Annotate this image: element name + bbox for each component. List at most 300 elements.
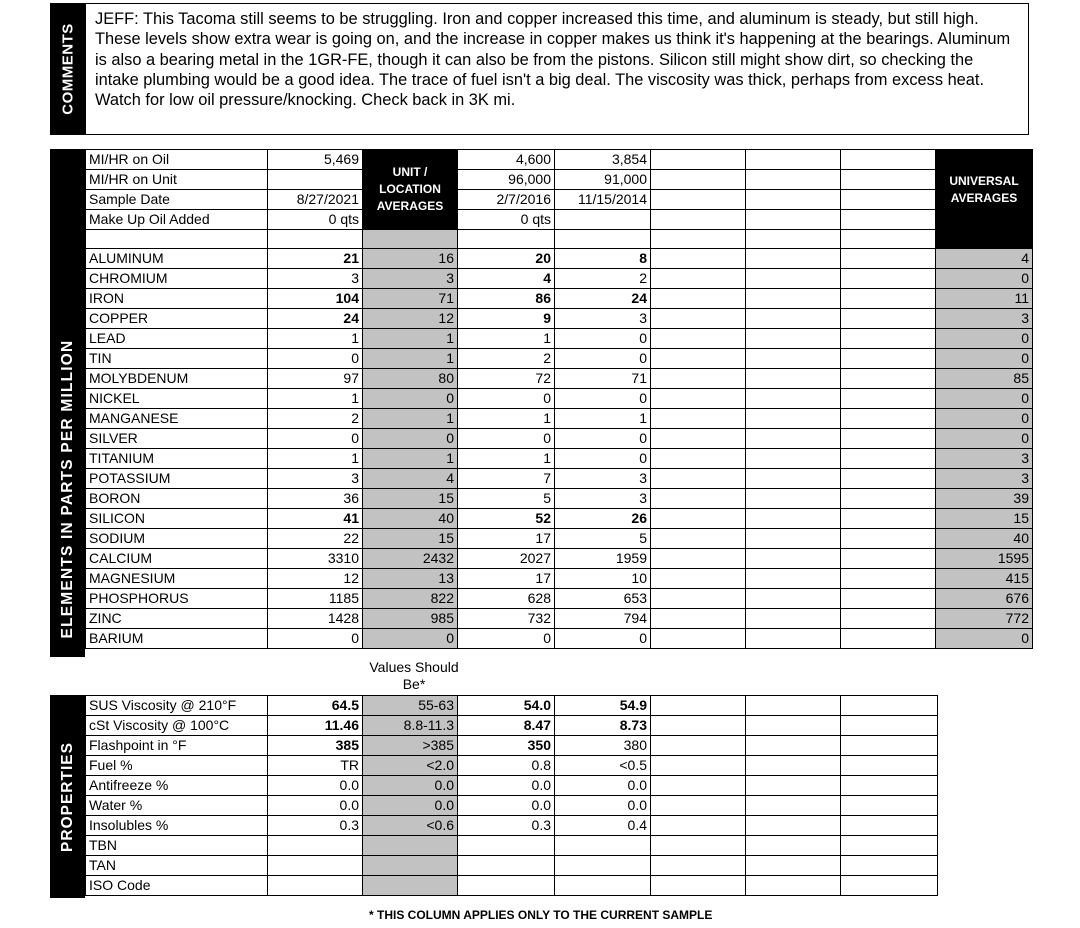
- property-row: [86, 876, 938, 896]
- empty-cell: [86, 230, 268, 249]
- element-name: NICKEL: [86, 389, 268, 409]
- unit-average-value: 12: [363, 309, 458, 329]
- empty-cell: [746, 409, 841, 429]
- unit-average-value: 1: [363, 449, 458, 469]
- empty-cell: [651, 569, 746, 589]
- current-value: 3310: [268, 549, 363, 569]
- unit-location-averages-header: UNIT / LOCATION AVERAGES: [363, 150, 458, 230]
- empty-cell: [746, 309, 841, 329]
- empty-cell: [841, 696, 938, 716]
- empty-cell: [746, 736, 841, 756]
- empty-cell: [651, 549, 746, 569]
- current-value: [268, 856, 363, 876]
- sample-2-value: 7: [458, 469, 555, 489]
- element-row: [86, 369, 1033, 389]
- empty-cell: [651, 190, 746, 210]
- universal-average-value: 0: [936, 429, 1033, 449]
- current-value: [268, 170, 363, 190]
- sample-3-value: 653: [555, 589, 651, 609]
- empty-cell: [651, 349, 746, 369]
- sample-2-value: 4: [458, 269, 555, 289]
- empty-cell: [651, 429, 746, 449]
- universal-average-value: 772: [936, 609, 1033, 629]
- current-value: 24: [268, 309, 363, 329]
- empty-cell: [746, 569, 841, 589]
- property-name: Antifreeze %: [86, 776, 268, 796]
- sample-2-value: 1: [458, 409, 555, 429]
- sample-2-value: 17: [458, 529, 555, 549]
- current-value: [268, 836, 363, 856]
- property-row: [86, 756, 938, 776]
- empty-cell: [841, 836, 938, 856]
- sample-2-value: 0 qts: [458, 210, 555, 230]
- sample-2-value: 9: [458, 309, 555, 329]
- empty-cell: [651, 389, 746, 409]
- sample-2-value: 0.8: [458, 756, 555, 776]
- current-value: 8/27/2021: [268, 190, 363, 210]
- empty-cell: [841, 329, 936, 349]
- current-value: 1: [268, 389, 363, 409]
- unit-average-value: 15: [363, 529, 458, 549]
- sample-2-value: 0.0: [458, 776, 555, 796]
- sample-2-value: 17: [458, 569, 555, 589]
- empty-cell: [651, 529, 746, 549]
- current-value: 21: [268, 249, 363, 269]
- current-value: [268, 876, 363, 896]
- current-value: 385: [268, 736, 363, 756]
- unit-average-value: 985: [363, 609, 458, 629]
- current-value: 12: [268, 569, 363, 589]
- property-row: [86, 836, 938, 856]
- element-name: MANGANESE: [86, 409, 268, 429]
- empty-cell: [746, 190, 841, 210]
- sample-3-value: 1: [555, 409, 651, 429]
- element-name: MAGNESIUM: [86, 569, 268, 589]
- universal-average-value: 0: [936, 329, 1033, 349]
- sample-3-value: [555, 856, 651, 876]
- empty-cell: [651, 369, 746, 389]
- elements-sidebar: [50, 149, 85, 657]
- info-row: [86, 170, 1033, 190]
- info-label: MI/HR on Unit: [86, 170, 268, 190]
- empty-cell: [841, 349, 936, 369]
- sample-3-value: 3: [555, 469, 651, 489]
- sample-3-value: 10: [555, 569, 651, 589]
- sample-2-value: 5: [458, 489, 555, 509]
- empty-cell: [651, 589, 746, 609]
- element-name: ZINC: [86, 609, 268, 629]
- empty-cell: [841, 429, 936, 449]
- empty-cell: [841, 736, 938, 756]
- sample-3-value: 0: [555, 629, 651, 649]
- property-name: ISO Code: [86, 876, 268, 896]
- element-row: [86, 549, 1033, 569]
- current-value: 0: [268, 429, 363, 449]
- empty-cell: [841, 210, 936, 230]
- sample-3-value: 3: [555, 489, 651, 509]
- sample-2-value: 86: [458, 289, 555, 309]
- empty-cell: [746, 170, 841, 190]
- universal-average-value: 39: [936, 489, 1033, 509]
- unit-average-value: 1: [363, 349, 458, 369]
- sample-3-value: 2: [555, 269, 651, 289]
- sample-3-value: 24: [555, 289, 651, 309]
- empty-cell: [651, 696, 746, 716]
- sample-2-value: 2/7/2016: [458, 190, 555, 210]
- empty-cell: [746, 150, 841, 170]
- elements-label: ELEMENTS IN PARTS PER MILLION: [58, 339, 76, 639]
- current-value: 3: [268, 269, 363, 289]
- empty-cell: [841, 529, 936, 549]
- empty-cell: [841, 170, 936, 190]
- sample-3-value: [555, 876, 651, 896]
- element-row: [86, 269, 1033, 289]
- unit-average-value: 16: [363, 249, 458, 269]
- current-value: 0: [268, 629, 363, 649]
- property-name: Water %: [86, 796, 268, 816]
- current-value: 104: [268, 289, 363, 309]
- current-value: 0: [268, 349, 363, 369]
- element-row: [86, 349, 1033, 369]
- info-row: [86, 190, 1033, 210]
- property-row: [86, 776, 938, 796]
- property-name: TAN: [86, 856, 268, 876]
- sample-3-value: 8: [555, 249, 651, 269]
- unit-average-value: 1: [363, 329, 458, 349]
- sample-2-value: [458, 856, 555, 876]
- sample-3-value: 5: [555, 529, 651, 549]
- sample-2-value: [458, 836, 555, 856]
- sample-2-value: 1: [458, 449, 555, 469]
- element-row: [86, 329, 1033, 349]
- empty-cell: [651, 836, 746, 856]
- comments-label: COMMENTS: [59, 23, 76, 115]
- sample-2-value: 0.0: [458, 796, 555, 816]
- property-name: Flashpoint in °F: [86, 736, 268, 756]
- values-should-be-label: Values Should Be*: [369, 659, 459, 692]
- unit-average-value: 0: [363, 429, 458, 449]
- element-name: SILICON: [86, 509, 268, 529]
- empty-cell: [746, 549, 841, 569]
- universal-average-value: 4: [936, 249, 1033, 269]
- empty-cell: [841, 289, 936, 309]
- empty-cell: [746, 609, 841, 629]
- universal-average-value: 11: [936, 289, 1033, 309]
- unit-average-value: 13: [363, 569, 458, 589]
- empty-cell: [746, 856, 841, 876]
- current-value: 2: [268, 409, 363, 429]
- element-name: ALUMINUM: [86, 249, 268, 269]
- unit-average-value: 1: [363, 409, 458, 429]
- element-row: [86, 309, 1033, 329]
- elements-table: [85, 149, 1033, 649]
- empty-cell: [841, 230, 936, 249]
- should-be-value: >385: [363, 736, 458, 756]
- empty-cell: [841, 756, 938, 776]
- empty-cell: [651, 289, 746, 309]
- element-name: TIN: [86, 349, 268, 369]
- should-be-value: 55-63: [363, 696, 458, 716]
- empty-cell: [268, 230, 363, 249]
- empty-cell: [458, 230, 555, 249]
- empty-cell: [746, 756, 841, 776]
- element-name: BORON: [86, 489, 268, 509]
- sample-3-value: 11/15/2014: [555, 190, 651, 210]
- sample-3-value: 0.0: [555, 796, 651, 816]
- sample-3-value: [555, 210, 651, 230]
- sample-2-value: 628: [458, 589, 555, 609]
- empty-cell: [841, 469, 936, 489]
- sample-3-value: 71: [555, 369, 651, 389]
- empty-cell: [841, 150, 936, 170]
- should-be-value: 0.0: [363, 796, 458, 816]
- empty-cell: [651, 449, 746, 469]
- current-value: 22: [268, 529, 363, 549]
- empty-cell: [651, 736, 746, 756]
- element-row: [86, 469, 1033, 489]
- universal-average-value: 1595: [936, 549, 1033, 569]
- universal-average-value: 0: [936, 389, 1033, 409]
- sample-3-value: 0.4: [555, 816, 651, 836]
- should-be-value: <2.0: [363, 756, 458, 776]
- empty-cell: [651, 150, 746, 170]
- sample-3-value: 91,000: [555, 170, 651, 190]
- universal-average-value: 3: [936, 469, 1033, 489]
- sample-2-value: 8.47: [458, 716, 555, 736]
- element-name: BARIUM: [86, 629, 268, 649]
- empty-cell: [651, 756, 746, 776]
- sample-2-value: 0: [458, 629, 555, 649]
- empty-cell: [651, 609, 746, 629]
- sample-2-value: 54.0: [458, 696, 555, 716]
- empty-cell: [746, 369, 841, 389]
- empty-cell: [841, 509, 936, 529]
- sample-2-value: 72: [458, 369, 555, 389]
- property-row: [86, 796, 938, 816]
- empty-cell: [746, 696, 841, 716]
- empty-cell: [841, 856, 938, 876]
- properties-label: PROPERTIES: [58, 741, 76, 852]
- empty-cell: [841, 569, 936, 589]
- element-row: [86, 449, 1033, 469]
- element-name: PHOSPHORUS: [86, 589, 268, 609]
- property-row: [86, 716, 938, 736]
- sample-3-value: 0: [555, 389, 651, 409]
- element-name: SILVER: [86, 429, 268, 449]
- empty-cell: [651, 249, 746, 269]
- universal-average-value: 676: [936, 589, 1033, 609]
- property-name: cSt Viscosity @ 100°C: [86, 716, 268, 736]
- sample-3-value: 3: [555, 309, 651, 329]
- sample-2-value: 0.3: [458, 816, 555, 836]
- empty-cell: [841, 190, 936, 210]
- should-be-value: [363, 856, 458, 876]
- unit-average-value: 40: [363, 509, 458, 529]
- unit-average-value: 0: [363, 389, 458, 409]
- empty-cell: [746, 210, 841, 230]
- sample-3-value: 8.73: [555, 716, 651, 736]
- empty-cell: [841, 369, 936, 389]
- current-value: 1428: [268, 609, 363, 629]
- universal-average-value: 415: [936, 569, 1033, 589]
- current-value: 0.0: [268, 776, 363, 796]
- current-value: 0.0: [268, 796, 363, 816]
- sample-3-value: 54.9: [555, 696, 651, 716]
- sample-3-value: [555, 836, 651, 856]
- sample-2-value: 0: [458, 389, 555, 409]
- empty-cell: [651, 309, 746, 329]
- properties-sidebar: [50, 695, 85, 898]
- should-be-value: <0.6: [363, 816, 458, 836]
- element-row: [86, 629, 1033, 649]
- empty-cell: [746, 716, 841, 736]
- empty-cell: [651, 509, 746, 529]
- empty-cell: [746, 509, 841, 529]
- universal-average-value: 40: [936, 529, 1033, 549]
- sample-3-value: 0.0: [555, 776, 651, 796]
- element-row: [86, 289, 1033, 309]
- empty-cell: [841, 716, 938, 736]
- empty-cell: [841, 249, 936, 269]
- empty-cell: [363, 230, 458, 249]
- current-value: 1: [268, 329, 363, 349]
- unit-average-value: 80: [363, 369, 458, 389]
- empty-cell: [841, 609, 936, 629]
- sample-2-value: 4,600: [458, 150, 555, 170]
- current-value: 1: [268, 449, 363, 469]
- info-row: [86, 210, 1033, 230]
- empty-cell: [746, 836, 841, 856]
- empty-cell: [651, 876, 746, 896]
- empty-cell: [841, 549, 936, 569]
- empty-cell: [841, 876, 938, 896]
- sample-2-value: 2: [458, 349, 555, 369]
- universal-average-value: 85: [936, 369, 1033, 389]
- sample-3-value: 0: [555, 429, 651, 449]
- element-row: [86, 389, 1033, 409]
- current-value: 3: [268, 469, 363, 489]
- empty-cell: [746, 289, 841, 309]
- should-be-value: 0.0: [363, 776, 458, 796]
- sample-2-value: 96,000: [458, 170, 555, 190]
- current-value: 5,469: [268, 150, 363, 170]
- empty-cell: [841, 449, 936, 469]
- property-name: SUS Viscosity @ 210°F: [86, 696, 268, 716]
- property-name: Insolubles %: [86, 816, 268, 836]
- empty-cell: [841, 796, 938, 816]
- empty-cell: [841, 776, 938, 796]
- element-row: [86, 249, 1033, 269]
- empty-cell: [746, 589, 841, 609]
- element-name: COPPER: [86, 309, 268, 329]
- empty-cell: [746, 816, 841, 836]
- element-row: [86, 429, 1033, 449]
- empty-cell: [651, 776, 746, 796]
- current-value: 11.46: [268, 716, 363, 736]
- empty-cell: [651, 469, 746, 489]
- element-row: [86, 529, 1033, 549]
- spacer-row: [86, 230, 1033, 249]
- comments-text: JEFF: This Tacoma still seems to be struggling. Iron and copper increased this time, and aluminum is steady, but still high. These levels show extra wear is going on, and the increase in copper makes us think it's happening at the bearings. Aluminum is also a bearing metal in the 1GR-FE, though it can also be from the pistons. Silicon still might show dirt, so checking the intake plumbing would be a good idea. The trace of fuel isn't a big deal. The viscosity was thick, perhaps from excess heat. Watch for low oil pressure/knocking. Check back in 3K mi.: [85, 3, 1029, 135]
- empty-cell: [746, 449, 841, 469]
- universal-average-value: 3: [936, 449, 1033, 469]
- footer-note: * THIS COLUMN APPLIES ONLY TO THE CURRENT SAMPLE: [369, 908, 713, 922]
- universal-average-value: 0: [936, 269, 1033, 289]
- element-name: SODIUM: [86, 529, 268, 549]
- empty-cell: [746, 429, 841, 449]
- unit-average-value: 3: [363, 269, 458, 289]
- current-value: 0.3: [268, 816, 363, 836]
- sample-3-value: 794: [555, 609, 651, 629]
- sample-2-value: 20: [458, 249, 555, 269]
- universal-average-value: 0: [936, 349, 1033, 369]
- unit-average-value: 822: [363, 589, 458, 609]
- element-row: [86, 509, 1033, 529]
- element-name: IRON: [86, 289, 268, 309]
- comments-sidebar: [50, 3, 85, 135]
- empty-cell: [651, 716, 746, 736]
- current-value: 36: [268, 489, 363, 509]
- info-row: [86, 150, 1033, 170]
- current-value: 41: [268, 509, 363, 529]
- empty-cell: [746, 469, 841, 489]
- sample-3-value: <0.5: [555, 756, 651, 776]
- empty-cell: [841, 816, 938, 836]
- properties-table: [85, 695, 938, 896]
- sample-3-value: 1959: [555, 549, 651, 569]
- property-row: [86, 696, 938, 716]
- universal-averages-header: UNIVERSAL AVERAGES: [936, 150, 1033, 230]
- universal-average-value: 3: [936, 309, 1033, 329]
- empty-cell: [746, 329, 841, 349]
- element-row: [86, 609, 1033, 629]
- element-name: CALCIUM: [86, 549, 268, 569]
- sample-3-value: 0: [555, 329, 651, 349]
- current-value: 64.5: [268, 696, 363, 716]
- sample-3-value: 380: [555, 736, 651, 756]
- empty-cell: [555, 230, 651, 249]
- should-be-value: 8.8-11.3: [363, 716, 458, 736]
- empty-cell: [651, 489, 746, 509]
- unit-average-value: 4: [363, 469, 458, 489]
- current-value: 1185: [268, 589, 363, 609]
- empty-cell: [746, 349, 841, 369]
- info-label: Sample Date: [86, 190, 268, 210]
- empty-cell: [746, 489, 841, 509]
- empty-cell: [841, 629, 936, 649]
- info-label: Make Up Oil Added: [86, 210, 268, 230]
- property-row: [86, 856, 938, 876]
- current-value: 97: [268, 369, 363, 389]
- empty-cell: [841, 409, 936, 429]
- current-value: TR: [268, 756, 363, 776]
- sample-3-value: 0: [555, 449, 651, 469]
- sample-2-value: 1: [458, 329, 555, 349]
- empty-cell: [746, 269, 841, 289]
- unit-average-value: 15: [363, 489, 458, 509]
- unit-average-value: 2432: [363, 549, 458, 569]
- unit-average-value: 0: [363, 629, 458, 649]
- element-name: POTASSIUM: [86, 469, 268, 489]
- empty-cell: [746, 796, 841, 816]
- sample-3-value: 0: [555, 349, 651, 369]
- sample-2-value: 732: [458, 609, 555, 629]
- empty-cell: [746, 230, 841, 249]
- empty-cell: [746, 529, 841, 549]
- element-row: [86, 409, 1033, 429]
- empty-cell: [841, 489, 936, 509]
- empty-cell: [651, 856, 746, 876]
